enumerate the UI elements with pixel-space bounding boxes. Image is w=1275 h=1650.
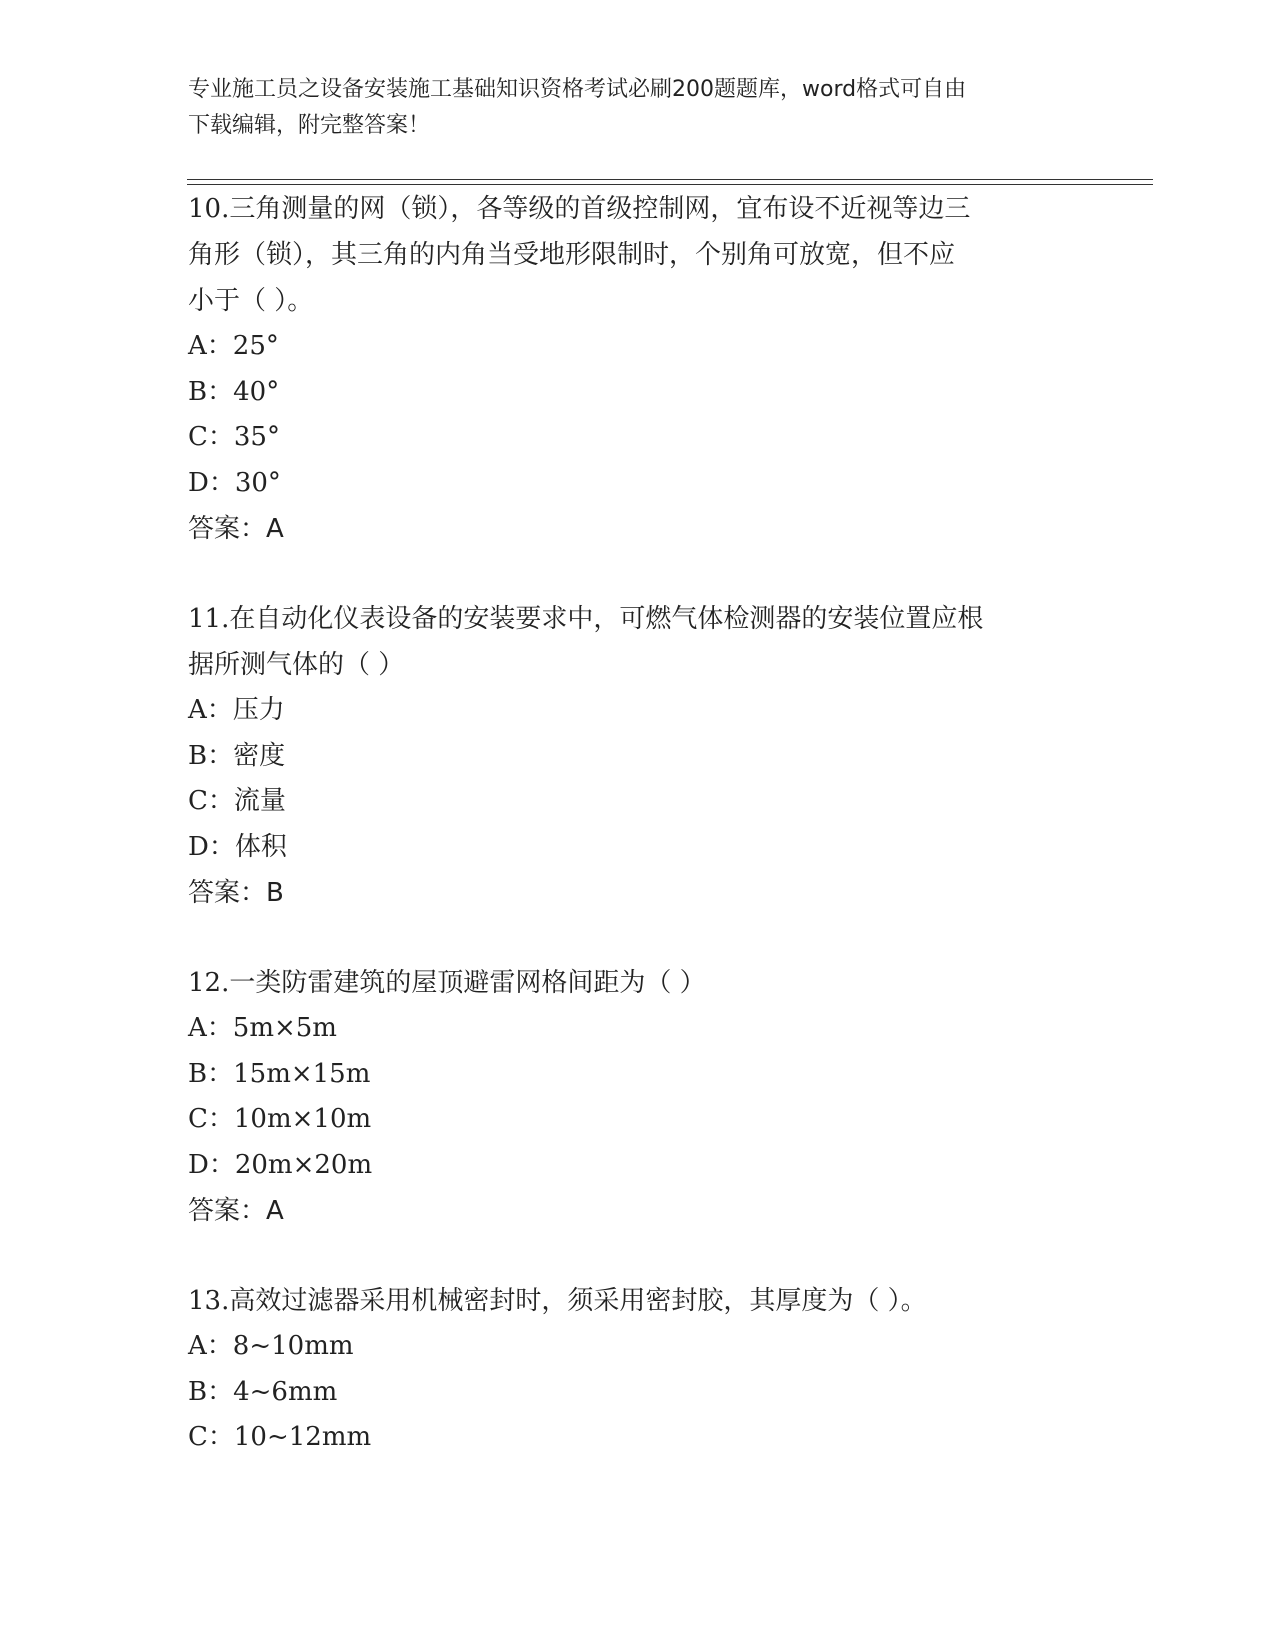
question-stem-line: 13.高效过滤器采用机械密封时，须采用密封胶，其厚度为（ ）。	[188, 1286, 927, 1316]
option-a: A：5m×5m	[188, 1013, 337, 1043]
question-stem-line: 小于（ ）。	[188, 286, 314, 316]
option-d: D：体积	[188, 831, 287, 862]
question-stem-line: 12.一类防雷建筑的屋顶避雷网格间距为（ ）	[188, 968, 706, 998]
question-stem-line: 11.在自动化仪表设备的安装要求中，可燃气体检测器的安装位置应根	[188, 604, 984, 634]
option-c: C：10~12mm	[188, 1422, 372, 1452]
answer: 答案：B	[188, 878, 284, 908]
question-stem-line: 据所测气体的（ ）	[188, 650, 405, 680]
header-divider-bottom	[187, 184, 1153, 185]
option-b: B：15m×15m	[188, 1058, 371, 1089]
option-c: C：35°	[188, 422, 280, 452]
option-c: C：流量	[188, 786, 286, 816]
header-divider-top	[187, 179, 1153, 180]
header-title-line-1: 专业施工员之设备安装施工基础知识资格考试必刷200题题库，word格式可自由	[188, 77, 967, 102]
question-stem-line: 10.三角测量的网（锁），各等级的首级控制网，宜布设不近视等边三	[188, 194, 971, 224]
option-b: B：密度	[188, 740, 286, 771]
question-stem-line: 角形（锁），其三角的内角当受地形限制时，个别角可放宽，但不应	[188, 240, 956, 270]
header-title-line-2: 下载编辑，附完整答案！	[188, 113, 431, 138]
option-d: D：30°	[188, 467, 281, 498]
answer: 答案：A	[188, 514, 284, 544]
option-c: C：10m×10m	[188, 1104, 372, 1134]
option-d: D：20m×20m	[188, 1149, 373, 1180]
option-a: A：压力	[188, 695, 285, 725]
document-header	[188, 72, 1068, 144]
question-12	[188, 960, 1088, 1234]
question-13	[188, 1278, 1088, 1461]
option-b: B：4~6mm	[188, 1376, 338, 1407]
option-a: A：25°	[188, 331, 279, 361]
question-11	[188, 596, 1088, 916]
question-10	[188, 186, 1088, 552]
option-b: B：40°	[188, 376, 280, 407]
option-a: A：8~10mm	[188, 1331, 354, 1361]
question-list	[188, 186, 1088, 1505]
answer: 答案：A	[188, 1196, 284, 1226]
